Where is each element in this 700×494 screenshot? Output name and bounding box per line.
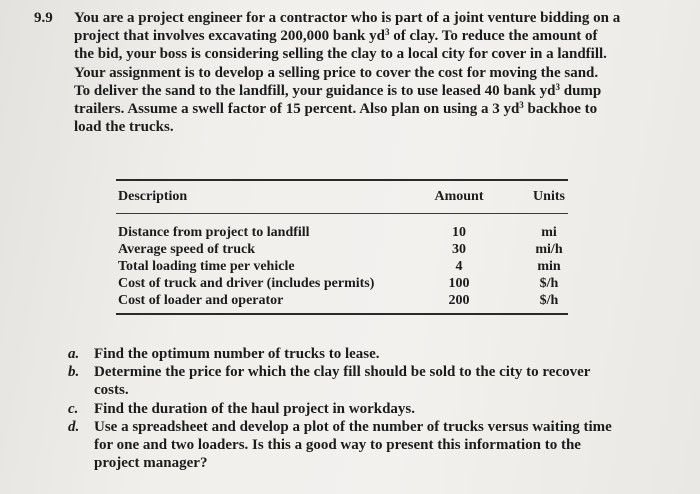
table-header-rule — [116, 213, 568, 214]
row-amount: 200 — [448, 293, 470, 308]
row-amount: 10 — [452, 225, 466, 240]
row-amount: 30 — [452, 242, 466, 257]
part-line: Find the optimum number of trucks to lease. — [94, 346, 380, 362]
table-body — [116, 224, 568, 309]
part-line: costs. — [94, 382, 129, 399]
row-description: Total loading time per vehicle — [118, 259, 295, 274]
row-description: Distance from project to landfill — [118, 225, 310, 240]
problem-statement — [34, 9, 664, 136]
problem-parts — [68, 345, 668, 472]
row-units: min — [537, 259, 561, 274]
table-row — [116, 224, 568, 241]
part-label: b. — [68, 364, 80, 381]
row-units: mi/h — [535, 242, 563, 257]
problem-line: load the trucks. — [74, 119, 174, 136]
part-label: c. — [68, 400, 79, 417]
problem-part — [68, 345, 668, 363]
table-row — [116, 258, 568, 275]
part-line: Use a spreadsheet and develop a plot of the number of trucks versus waiting time — [94, 418, 612, 435]
row-units: $/h — [539, 276, 559, 291]
problem-line: You are a project engineer for a contractor who is part of a joint venture bidding on a — [74, 10, 621, 26]
problem-part — [68, 418, 668, 473]
header-units: Units — [533, 189, 565, 204]
table-bottom-rule — [116, 313, 568, 315]
row-description: Cost of loader and operator — [118, 293, 284, 308]
part-line: Find the duration of the haul project in workdays. — [94, 400, 416, 417]
row-description: Average speed of truck — [118, 242, 255, 257]
part-label: d. — [68, 418, 80, 435]
problem-line: project that involves excavating 200,000 bank $yd^3$ of clay. To reduce the amount of — [74, 27, 598, 45]
table-row — [116, 241, 568, 258]
part-line: Determine the price for which the clay fill should be sold to the city to recover — [94, 364, 591, 381]
part-line: project manager? — [94, 455, 208, 472]
table-row — [116, 292, 568, 309]
row-units: $/h — [539, 293, 559, 308]
problem-part — [68, 400, 668, 418]
header-description: Description — [118, 189, 188, 204]
problem-text — [74, 9, 664, 136]
problem-line: the bid, your boss is considering selling the clay to a local city for cover in a landfill. — [74, 46, 607, 63]
row-amount: 4 — [455, 259, 463, 274]
table-header — [116, 181, 568, 207]
header-amount: Amount — [434, 189, 484, 204]
problem-part — [68, 363, 668, 399]
part-line: for one and two loaders. Is this a good way to present this information to the — [94, 437, 581, 454]
data-table — [116, 179, 568, 315]
problem-line: Your assignment is to develop a selling price to cover the cost for moving the sand. — [74, 64, 599, 81]
row-amount: 100 — [448, 276, 470, 291]
problem-number: 9.9 — [34, 10, 53, 26]
table-row — [116, 275, 568, 292]
row-description: Cost of truck and driver (includes permits) — [118, 276, 375, 291]
problem-line: To deliver the sand to the landfill, your guidance is to use leased 40 bank $yd^3$ dump — [74, 81, 602, 99]
part-label: a. — [68, 346, 80, 362]
row-units: mi — [541, 225, 557, 240]
problem-line: trailers. Assume a swell factor of 15 percent. Also plan on using a 3 $yd^3$ backhoe to — [74, 100, 598, 118]
